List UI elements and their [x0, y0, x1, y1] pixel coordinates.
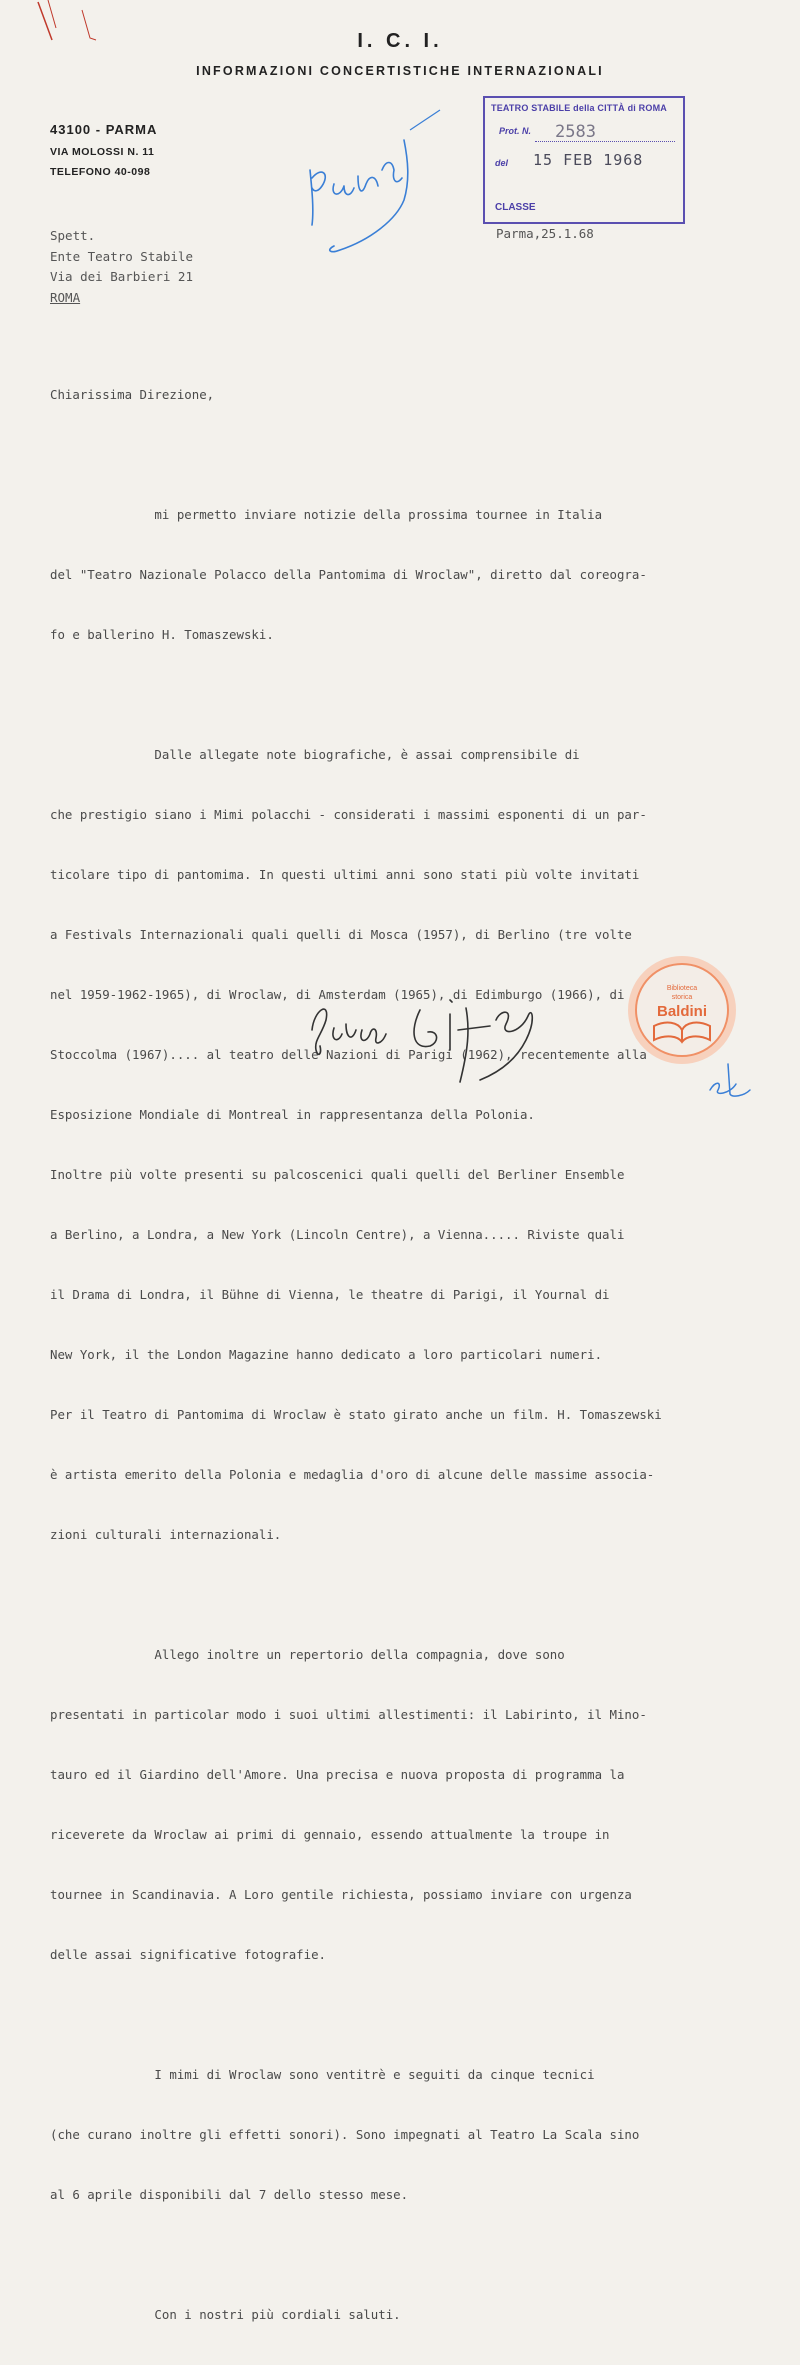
salutation: Chiarissima Direzione, — [50, 387, 215, 402]
letterhead-street: VIA MOLOSSI N. 11 — [50, 146, 155, 158]
body-line: Allego inoltre un repertorio della compagnia, dove sono — [50, 1647, 565, 1662]
letterhead-phone: TELEFONO 40-098 — [50, 166, 151, 178]
letterhead-subtitle: INFORMAZIONI CONCERTISTICHE INTERNAZIONALI — [196, 64, 604, 78]
recipient-line: Via dei Barbieri 21 — [50, 269, 193, 284]
letter-body — [50, 345, 766, 2365]
body-line: (che curano inoltre gli effetti sonori). Sono impegnati al Teatro La Scala sino — [50, 2127, 640, 2142]
body-line: New York, il the London Magazine hanno dedicato a loro particolari numeri. — [50, 1347, 603, 1362]
stamp-del-label: del — [495, 158, 509, 168]
registration-stamp — [483, 96, 685, 224]
library-seal-icon — [622, 950, 742, 1070]
stamp-divider — [535, 141, 675, 142]
seal-line2: storica — [671, 994, 693, 1001]
body-line: del "Teatro Nazionale Polacco della Pantomima di Wroclaw", diretto dal coreogra- — [50, 567, 647, 582]
recipient-address — [50, 226, 193, 308]
body-line: a Berlino, a Londra, a New York (Lincoln Centre), a Vienna..... Riviste quali — [50, 1227, 625, 1242]
stamp-date: 15 FEB 1968 — [533, 151, 644, 169]
signature-icon — [300, 990, 560, 1090]
body-line: Dalle allegate note biografiche, è assai comprensibile di — [50, 747, 580, 762]
closing: Con i nostri più cordiali saluti. — [50, 2307, 401, 2322]
body-line: Inoltre più volte presenti su palcoscenici quali quelli del Berliner Ensemble — [50, 1167, 625, 1182]
body-line: delle assai significative fotografie. — [50, 1947, 327, 1962]
body-line: che prestigio siano i Mimi polacchi - considerati i massimi esponenti di un par- — [50, 807, 647, 822]
stamp-classe-label: CLASSE — [495, 202, 536, 213]
place-date: Parma,25.1.68 — [496, 226, 594, 241]
body-line: tournee in Scandinavia. A Loro gentile richiesta, possiamo inviare con urgenza — [50, 1887, 632, 1902]
body-line: tauro ed il Giardino dell'Amore. Una precisa e nuova proposta di programma la — [50, 1767, 625, 1782]
body-line: a Festivals Internazionali quali quelli di Mosca (1957), di Berlino (tre volte — [50, 927, 632, 942]
body-line: presentati in particolar modo i suoi ultimi allestimenti: il Labirinto, il Mino- — [50, 1707, 647, 1722]
stamp-prot-value: 2583 — [555, 122, 596, 142]
initial-mark-icon — [700, 1060, 760, 1100]
body-line: Esposizione Mondiale di Montreal in rappresentanza della Polonia. — [50, 1107, 535, 1122]
body-line: mi permetto inviare notizie della prossima tournee in Italia — [50, 507, 603, 522]
recipient-line: Ente Teatro Stabile — [50, 248, 193, 264]
letterhead-city: 43100 - PARMA — [50, 122, 158, 137]
body-line: fo e ballerino H. Tomaszewski. — [50, 627, 274, 642]
recipient-line: Spett. — [50, 228, 96, 243]
seal-line1: Biblioteca — [666, 985, 698, 992]
body-line: Per il Teatro di Pantomima di Wroclaw è stato girato anche un film. H. Tomaszewski — [50, 1407, 662, 1422]
stamp-prot-label: Prot. N. — [499, 126, 532, 136]
body-line: zioni culturali internazionali. — [50, 1527, 282, 1542]
body-line: nel 1959-1962-1965), di Wroclaw, di Amsterdam (1965), di Edimburgo (1966), di — [50, 987, 625, 1002]
body-line: il Drama di Londra, il Bühne di Vienna, le theatre di Parigi, il Yournal di — [50, 1287, 610, 1302]
stamp-title: TEATRO STABILE della CITTÀ di ROMA — [491, 103, 667, 113]
body-line: Stoccolma (1967).... al teatro delle Nazioni di Parigi (1962), recentemente alla — [50, 1047, 647, 1062]
body-line: è artista emerito della Polonia e medaglia d'oro di alcune delle massime associa- — [50, 1467, 655, 1482]
handwritten-annotation-icon — [300, 100, 450, 260]
body-line: ticolare tipo di pantomima. In questi ultimi anni sono stati più volte invitati — [50, 867, 640, 882]
body-line: I mimi di Wroclaw sono ventitrè e seguiti da cinque tecnici — [50, 2067, 595, 2082]
seal-name: Baldini — [656, 1003, 708, 1020]
letterhead-title: I. C. I. — [357, 30, 443, 52]
body-line: al 6 aprile disponibili dal 7 dello stesso mese. — [50, 2187, 409, 2202]
recipient-city: ROMA — [50, 289, 81, 305]
body-line: riceverete da Wroclaw ai primi di gennaio, essendo attualmente la troupe in — [50, 1827, 610, 1842]
